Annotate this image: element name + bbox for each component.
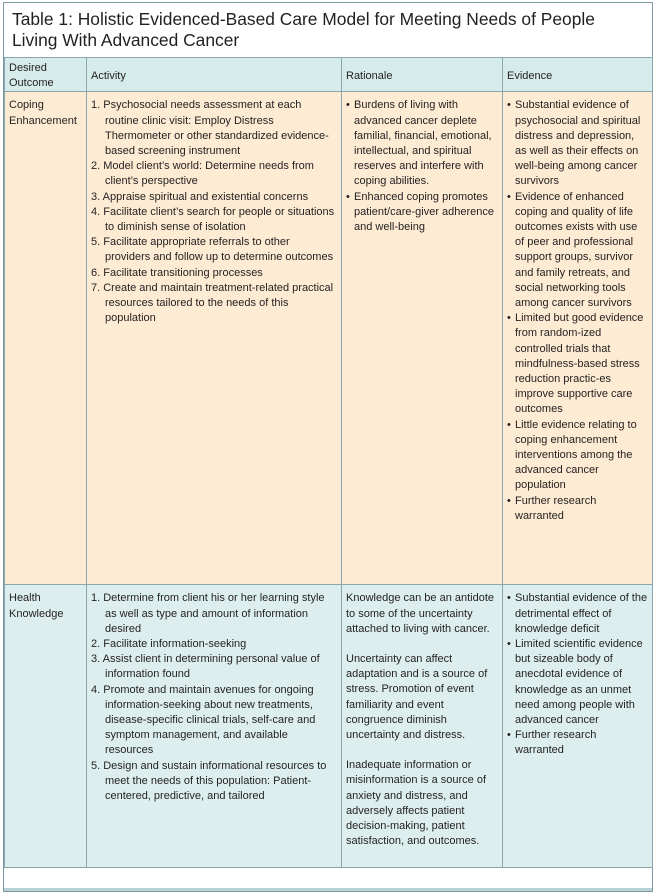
activity-item: 2. Model client’s world: Determine needs from client’s perspective	[91, 160, 314, 188]
rationale-item: • Burdens of living with advanced cancer deplete familial, financial, emotional, intellectual, and spiritual reserves and interfere with coping abilities.	[346, 98, 498, 189]
rationale-item: • Enhanced coping promotes patient/care-giver adherence and well-being	[346, 190, 498, 236]
header-desired-outcome: Desired Outcome	[5, 58, 87, 92]
care-model-table	[4, 57, 653, 868]
activity-item: 5. Facilitate appropriate referrals to other providers and follow up to determine outcomes	[91, 236, 334, 264]
table-title: Table 1: Holistic Evidenced-Based Care Model for Meeting Needs of People Living With Advanced Cancer	[12, 9, 595, 50]
document-page	[3, 2, 653, 892]
rationale-cell	[342, 585, 503, 868]
evidence-item: • Further research warranted	[507, 728, 648, 758]
header-activity: Activity	[87, 58, 342, 92]
activity-item: 4. Promote and maintain avenues for ongoing information-seeking about new treatments, disease-specific clinical trials, self-care and symptom management, and available resources	[91, 683, 316, 757]
activity-item: 5. Design and sustain informational resources to meet the needs of this population: Patient-centered, predictive, and tailored	[91, 759, 327, 803]
activity-item: 1. Determine from client his or her learning style as well as type and amount of information desired	[91, 592, 325, 635]
evidence-item: • Further research warranted	[507, 494, 648, 524]
activity-item: 2. Facilitate information-seeking	[91, 638, 247, 651]
activity-cell	[87, 92, 342, 585]
bottom-rule	[4, 888, 652, 891]
activity-item: 7. Create and maintain treatment-related practical resources tailored to the needs of this population	[91, 281, 334, 325]
outcome-cell: Coping Enhancement	[5, 92, 87, 585]
header-rationale: Rationale	[342, 58, 503, 92]
evidence-item: • Substantial evidence of the detrimental effect of knowledge deficit	[507, 591, 648, 637]
rationale-cell	[342, 92, 503, 585]
evidence-item: • Evidence of enhanced coping and quality of life outcomes exists with use of peer and professional support groups, survivor and family retreats, and social networking tools among cancer survivors	[507, 190, 648, 312]
activity-item: 3. Assist client in determining personal value of information found	[91, 653, 320, 681]
evidence-cell	[503, 585, 653, 868]
rationale-paragraph: Inadequate information or misinformation is a source of anxiety and distress, and adversely affects patient decision-making, patient satisfaction, and outcomes.	[346, 759, 486, 848]
evidence-item: • Substantial evidence of psychosocial and spiritual distress and depression, as well as their effects on well-being among cancer survivors	[507, 98, 648, 189]
table-row	[5, 92, 653, 585]
evidence-item: • Little evidence relating to coping enhancement interventions among the advanced cancer population	[507, 418, 648, 494]
rationale-paragraph: Knowledge can be an antidote to some of the uncertainty attached to living with cancer.	[346, 592, 495, 635]
header-row	[5, 58, 653, 92]
activity-item: 3. Appraise spiritual and existential concerns	[91, 190, 309, 203]
activity-item: 4. Facilitate client’s search for people or situations to diminish sense of isolation	[91, 205, 335, 234]
evidence-item: • Limited scientific evidence but sizeable body of anecdotal evidence of knowledge as an unmet need among people with advanced cancer	[507, 637, 648, 728]
activity-item: 1. Psychosocial needs assessment at each routine clinic visit: Employ Distress Thermometer or other standardized evidence-based screening instrument	[91, 99, 329, 158]
table-row	[5, 585, 653, 868]
header-evidence: Evidence	[503, 58, 653, 92]
activity-item: 6. Facilitate transitioning processes	[91, 266, 263, 279]
activity-cell	[87, 585, 342, 868]
evidence-cell	[503, 92, 653, 585]
evidence-item: • Limited but good evidence from random-ized controlled trials that mindfulness-based stress reduction practic-es improve supportive care outcomes	[507, 311, 648, 417]
outcome-cell: Health Knowledge	[5, 585, 87, 868]
rationale-paragraph: Uncertainty can affect adaptation and is a source of stress. Promotion of event familiarity and event congruence diminish uncertainty and distress.	[346, 653, 488, 742]
